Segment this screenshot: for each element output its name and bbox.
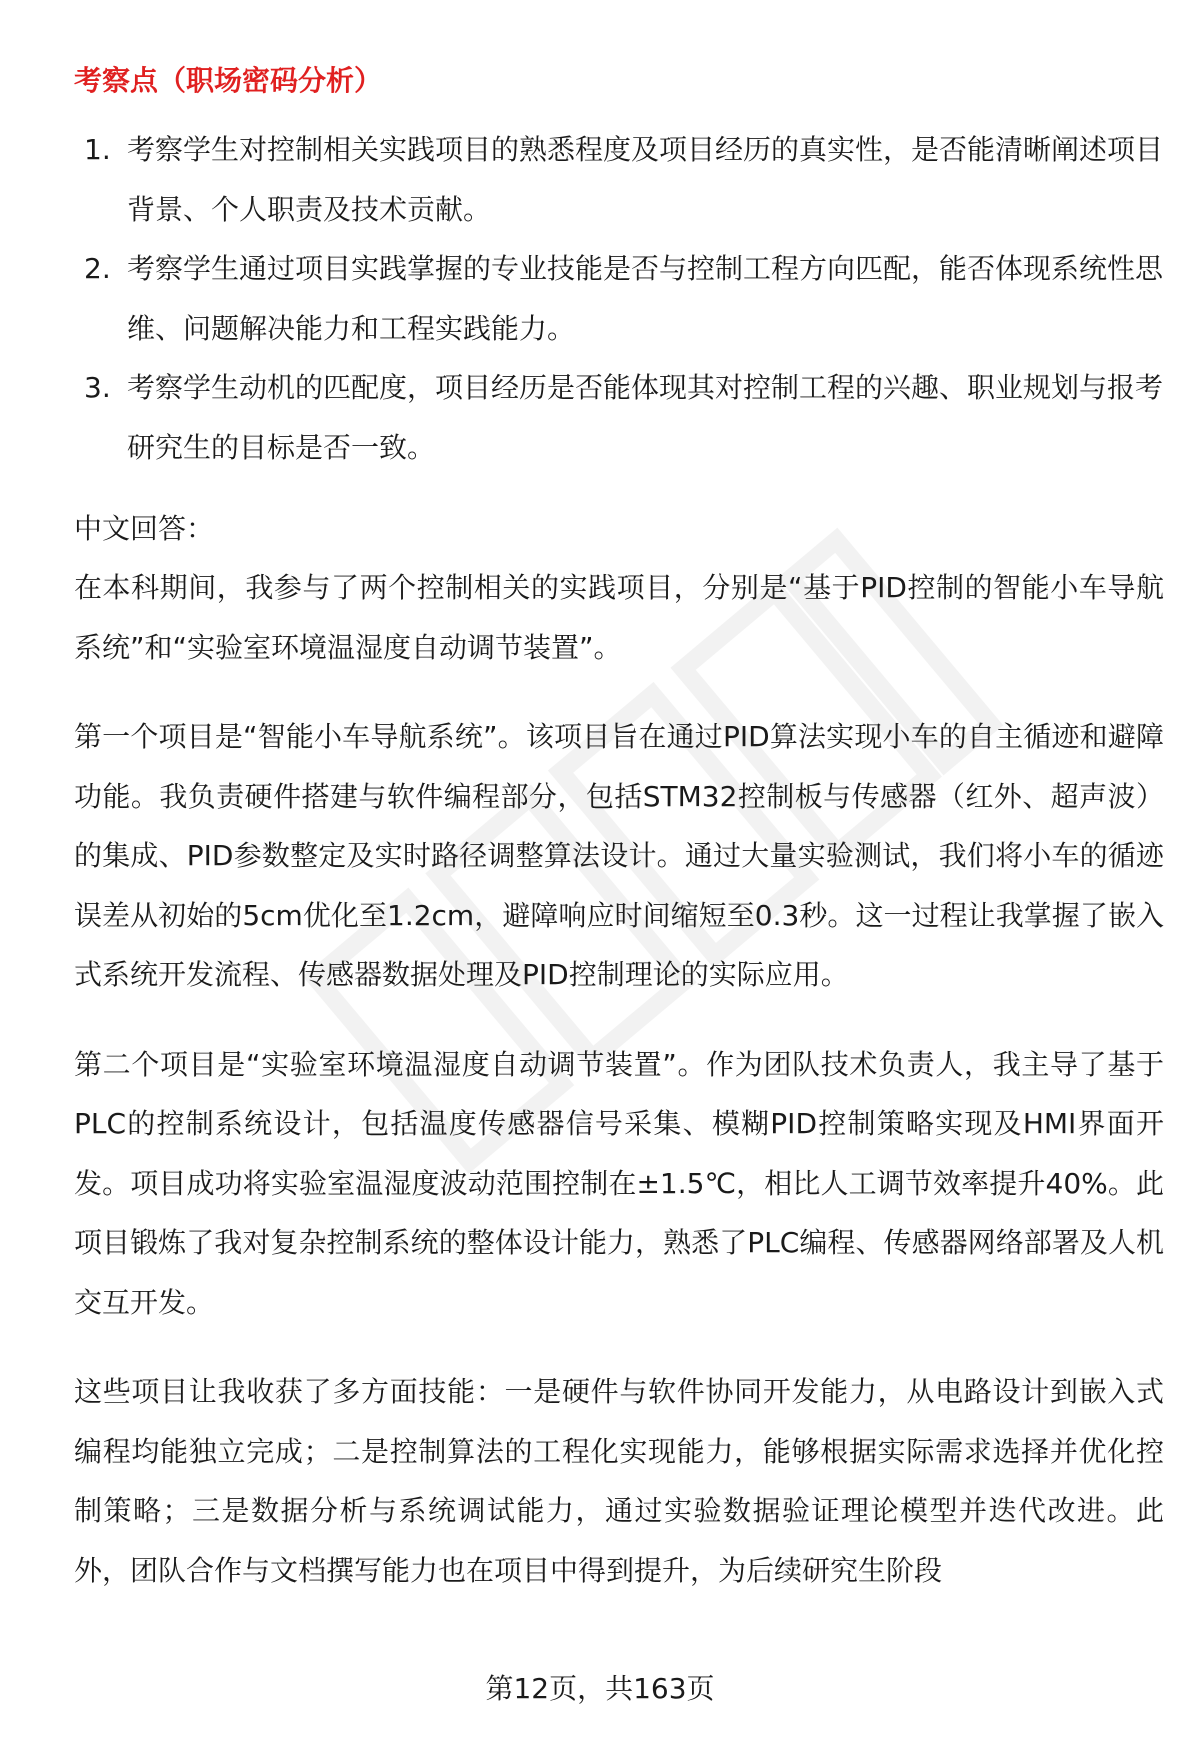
list-item-number: 3. (84, 371, 111, 404)
list-item-text: 考察学生通过项目实践掌握的专业技能是否与控制工程方向匹配，能否体现系统性思维、问题解决能力和工程实践能力。 (127, 252, 1164, 345)
section-title: 考察点（职场密码分析） (74, 64, 383, 97)
answer-label: 中文回答： (74, 512, 215, 545)
document-page (74, 52, 1164, 1702)
list-item (74, 120, 1164, 239)
list-item-text: 考察学生动机的匹配度，项目经历是否能体现其对控制工程的兴趣、职业规划与报考研究生的目标是否一致。 (127, 371, 1164, 464)
list-item-text: 考察学生对控制相关实践项目的熟悉程度及项目经历的真实性，是否能清晰阐述项目背景、个人职责及技术贡献。 (127, 133, 1164, 226)
assessment-points-list (74, 120, 1164, 477)
paragraph-project-one: 第一个项目是“智能小车导航系统”。该项目旨在通过PID算法实现小车的自主循迹和避障功能。我负责硬件搭建与软件编程部分，包括STM32控制板与传感器（红外、超声波）的集成、PID参数整定及实时路径调整算法设计。通过大量实验测试，我们将小车的循迹误差从初始的5cm优化至1.2cm，避障响应时间缩短至0.3秒。这一过程让我掌握了嵌入式系统开发流程、传感器数据处理及PID控制理论的实际应用。 (74, 720, 1164, 991)
list-item-number: 2. (84, 252, 111, 285)
list-item (74, 358, 1164, 477)
page-number-footer: 第12页，共163页 (485, 1672, 715, 1705)
paragraph-project-two: 第二个项目是“实验室环境温湿度自动调节装置”。作为团队技术负责人，我主导了基于PLC的控制系统设计，包括温度传感器信号采集、模糊PID控制策略实现及HMI界面开发。项目成功将实验室温湿度波动范围控制在±1.5℃，相比人工调节效率提升40%。此项目锻炼了我对复杂控制系统的整体设计能力，熟悉了PLC编程、传感器网络部署及人机交互开发。 (74, 1047, 1164, 1319)
list-item (74, 239, 1164, 358)
paragraph-skills: 这些项目让我收获了多方面技能：一是硬件与软件协同开发能力，从电路设计到嵌入式编程均能独立完成；二是控制算法的工程化实现能力，能够根据实际需求选择并优化控制策略；三是数据分析与系统调试能力，通过实验数据验证理论模型并迭代改进。此外，团队合作与文档撰写能力也在项目中得到提升，为后续研究生阶段 (74, 1375, 1164, 1587)
list-item-number: 1. (84, 133, 111, 166)
paragraph-intro: 在本科期间，我参与了两个控制相关的实践项目，分别是“基于PID控制的智能小车导航系统”和“实验室环境温湿度自动调节装置”。 (74, 571, 1164, 664)
